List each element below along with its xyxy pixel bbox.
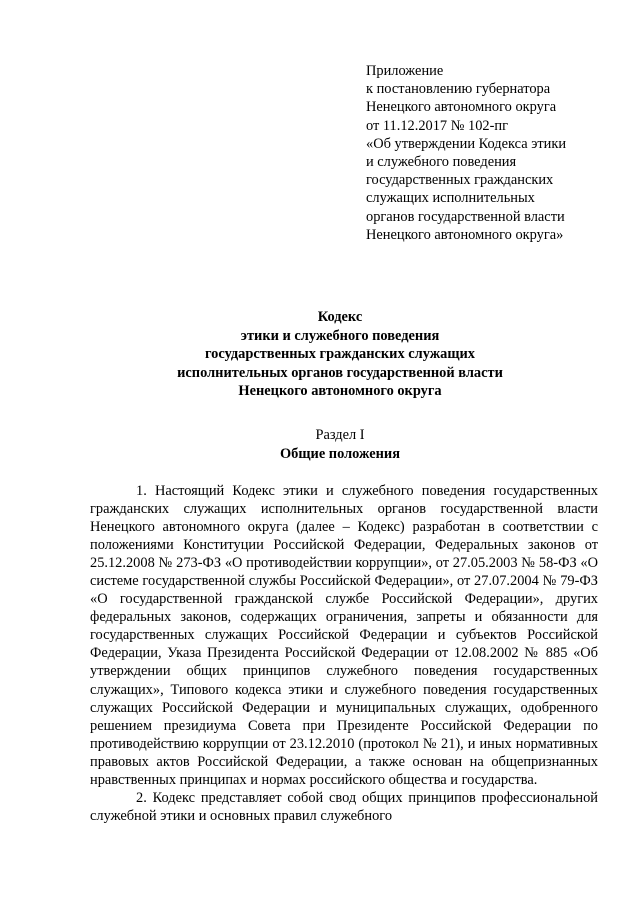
approval-line: «Об утверждении Кодекса этики <box>366 135 567 152</box>
approval-line: и служебного поведения <box>366 154 517 171</box>
title-line: государственных гражданских служащих <box>205 346 475 363</box>
approval-block <box>366 62 616 244</box>
section-header <box>90 426 590 463</box>
approval-line: государственных гражданских <box>366 172 554 189</box>
title-line: этики и служебного поведения <box>240 327 440 344</box>
approval-line: служащих исполнительных <box>366 190 535 207</box>
approval-line: Ненецкого автономного округа» <box>366 226 564 243</box>
approval-line: Приложение <box>366 63 444 79</box>
title-line: Кодекс <box>317 309 363 325</box>
paragraph: 2. Кодекс представляет собой свод общих принципов профессиональной служебной этики и основных правил служебного <box>90 789 598 824</box>
approval-line: к постановлению губернатора <box>366 81 551 98</box>
section-heading: Общие положения <box>279 445 401 462</box>
paragraph: 1. Настоящий Кодекс этики и служебного поведения государственных гражданских служащих исполнительных органов государственной власти Ненецкого автономного округа (далее – Кодекс) разработан в соответствии с положениями Конституции Российской Федерации, Федеральных законов от 25.12.2008 № 273-ФЗ «О противодействии коррупции», от 27.05.2003 № 58-ФЗ «О системе государственной службы Российской Федерации», от 27.07.2004 № 79-ФЗ «О государственной гражданской службе Российской Федерации», других федеральных законов, содержащих ограничения, запреты и обязанности для государственных служащих Российской Федерации и субъектов Российской Федерации, Указа Президента Российской Федерации от 12.08.2002 № 885 «Об утверждении общих принципов служебного поведения государственных служащих», Типового кодекса этики и служебного поведения государственных служащих Российской Федерации и муниципальных служащих, одобренного решением президиума Совета при Президенте Российской Федерации по противодействию коррупции от 23.12.2010 (протокол № 21), и иных нормативных правовых актов Российской Федерации, а также основан на общепризнанных нравственных принципах и нормах российского общества и государства. <box>90 483 598 788</box>
approval-line: Ненецкого автономного округа <box>366 99 557 116</box>
document-title <box>90 308 590 401</box>
document-body <box>90 482 598 825</box>
title-line: исполнительных органов государственной власти <box>177 364 503 381</box>
section-label: Раздел I <box>315 427 365 443</box>
title-line: Ненецкого автономного округа <box>238 383 442 400</box>
approval-line: органов государственной власти <box>366 208 565 225</box>
approval-line: от 11.12.2017 № 102-пг <box>366 117 509 134</box>
